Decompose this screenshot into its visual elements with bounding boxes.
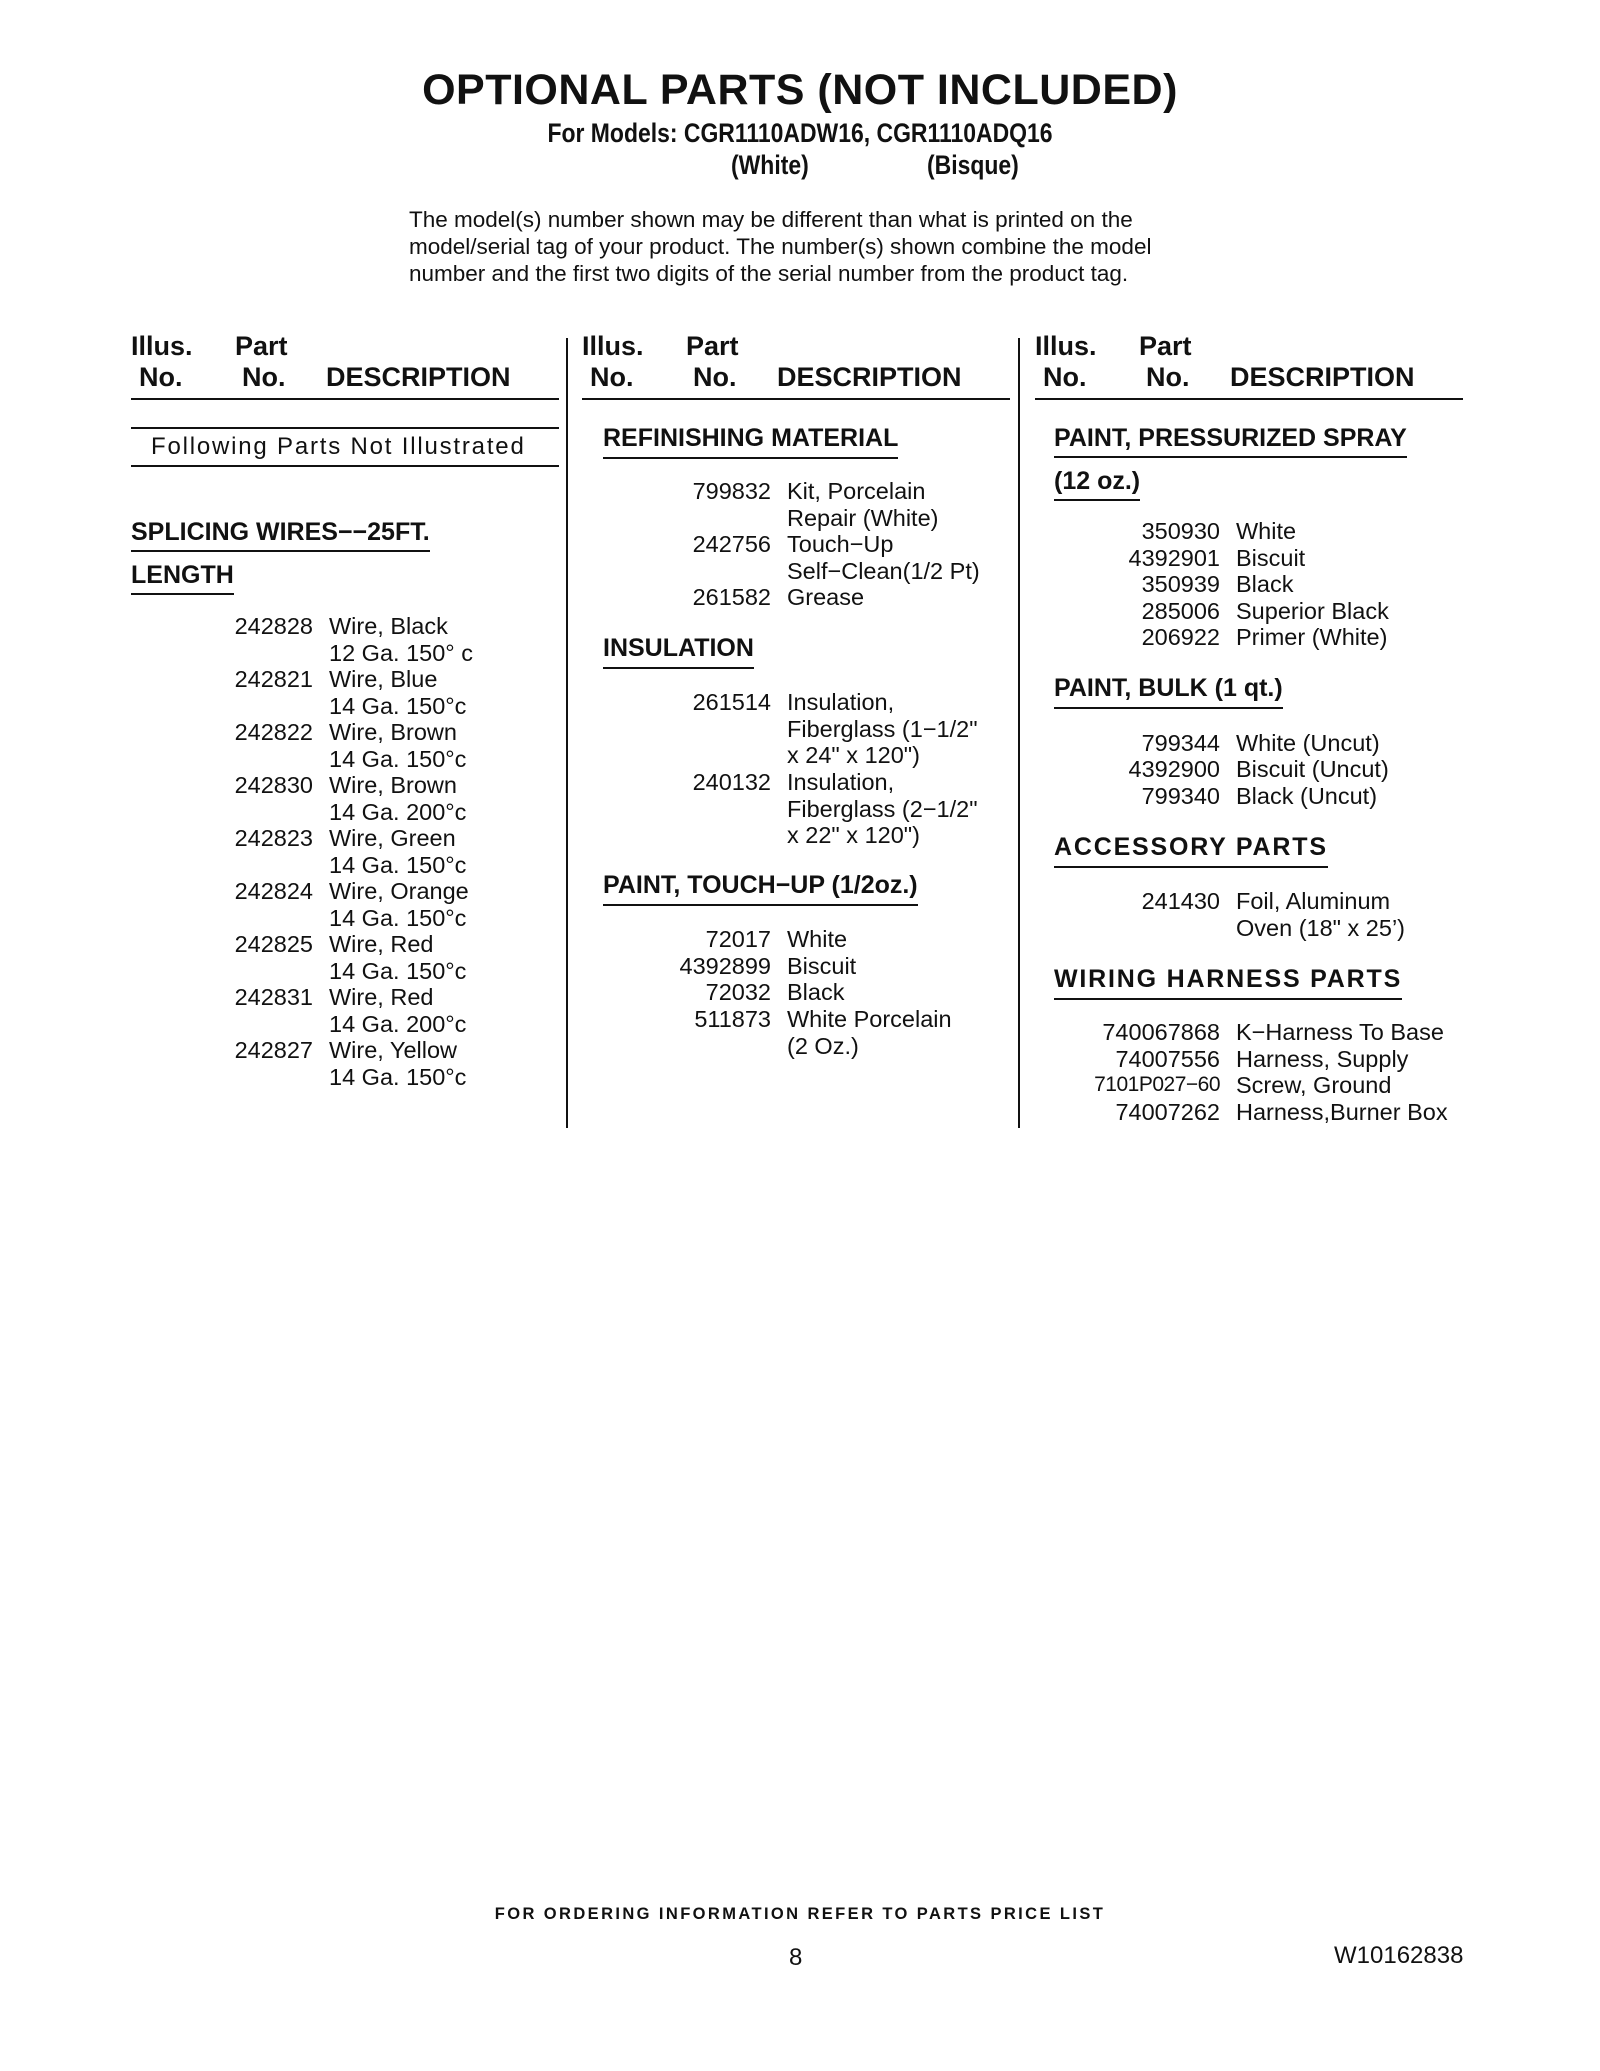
part-description: Touch−Up bbox=[787, 531, 894, 557]
part-description: Black bbox=[1236, 571, 1294, 597]
models-subtitle: For Models: CGR1110ADW16, CGR1110ADQ16 bbox=[547, 118, 1053, 148]
part-description: White (Uncut) bbox=[1236, 730, 1380, 756]
part-number: 350939 bbox=[1141, 571, 1220, 597]
part-description: Wire, Orange bbox=[329, 878, 469, 904]
column-3-header bbox=[1035, 330, 1463, 400]
part-description: Biscuit bbox=[787, 953, 857, 979]
part-number: 72017 bbox=[705, 926, 771, 952]
part-description: Repair (White) bbox=[787, 504, 939, 531]
part-number: 242821 bbox=[234, 666, 313, 692]
part-description: Grease bbox=[787, 584, 865, 610]
illus-no-label: No. bbox=[139, 362, 183, 392]
part-number: 4392900 bbox=[1128, 756, 1220, 782]
page-title: OPTIONAL PARTS (NOT INCLUDED) bbox=[422, 66, 1178, 114]
part-number: 511873 bbox=[694, 1006, 771, 1032]
part-description: K−Harness To Base bbox=[1236, 1019, 1444, 1045]
part-label: Part bbox=[686, 331, 739, 361]
column-2-header bbox=[582, 330, 1010, 400]
part-description: Biscuit bbox=[1236, 545, 1306, 571]
part-number: 242824 bbox=[234, 878, 313, 904]
part-number: 7101P027−60 bbox=[1094, 1073, 1220, 1096]
part-description: 14 Ga. 150°c bbox=[329, 692, 467, 719]
section-title-accessory-parts: ACCESSORY PARTS bbox=[1054, 832, 1328, 868]
part-number: 242823 bbox=[234, 825, 313, 851]
section-title-paint-pressurized-spray bbox=[1054, 423, 1407, 513]
part-description: Fiberglass (2−1/2" bbox=[787, 795, 978, 822]
part-no-label: No. bbox=[693, 362, 737, 392]
document-number: W10162838 bbox=[1334, 1942, 1464, 1969]
part-description: 14 Ga. 150°c bbox=[329, 1063, 467, 1090]
part-description: Wire, Red bbox=[329, 984, 434, 1010]
part-description: 14 Ga. 150°c bbox=[329, 904, 467, 931]
part-number: 740067868 bbox=[1102, 1019, 1220, 1045]
illus-label: Illus. bbox=[582, 331, 644, 361]
section-title-paint-bulk: PAINT, BULK (1 qt.) bbox=[1054, 673, 1283, 709]
part-description: 14 Ga. 150°c bbox=[329, 957, 467, 984]
intro-line: number and the first two digits of the serial number from the product tag. bbox=[409, 261, 1129, 286]
part-description: Black (Uncut) bbox=[1236, 783, 1378, 809]
intro-line: The model(s) number shown may be different than what is printed on the bbox=[409, 207, 1133, 232]
part-label: Part bbox=[1139, 331, 1192, 361]
part-number: 799340 bbox=[1141, 783, 1220, 809]
variant-bisque: (Bisque) bbox=[927, 150, 1019, 180]
part-number: 261514 bbox=[692, 689, 771, 715]
part-description: Insulation, bbox=[787, 689, 895, 715]
intro-text bbox=[409, 206, 1269, 287]
part-number: 206922 bbox=[1141, 624, 1220, 650]
part-number: 242828 bbox=[234, 613, 313, 639]
part-description: 12 Ga. 150° c bbox=[329, 639, 473, 666]
description-label: DESCRIPTION bbox=[326, 362, 511, 392]
part-description: Primer (White) bbox=[1236, 624, 1388, 650]
column-1-header bbox=[131, 330, 559, 400]
part-number: 799832 bbox=[692, 478, 771, 504]
description-label: DESCRIPTION bbox=[777, 362, 962, 392]
part-description: Screw, Ground bbox=[1236, 1072, 1392, 1098]
not-illustrated-banner: Following Parts Not Illustrated bbox=[131, 427, 559, 467]
part-number: 4392901 bbox=[1128, 545, 1220, 571]
part-number: 241430 bbox=[1141, 888, 1220, 914]
part-number: 242831 bbox=[234, 984, 313, 1010]
page-number: 8 bbox=[789, 1944, 803, 1971]
part-description: Fiberglass (1−1/2" bbox=[787, 715, 978, 742]
illus-no-label: No. bbox=[590, 362, 634, 392]
section-title-refinishing-material: REFINISHING MATERIAL bbox=[603, 423, 898, 459]
part-description: White bbox=[1236, 518, 1297, 544]
part-description: x 22" x 120") bbox=[787, 822, 920, 849]
part-description: Foil, Aluminum bbox=[1236, 888, 1391, 914]
part-number: 285006 bbox=[1141, 598, 1220, 624]
part-number: 242756 bbox=[692, 531, 771, 557]
part-description: Wire, Red bbox=[329, 931, 434, 957]
part-number: 240132 bbox=[692, 769, 771, 795]
part-description: Black bbox=[787, 979, 845, 1005]
part-no-label: No. bbox=[242, 362, 286, 392]
part-number: 242827 bbox=[234, 1037, 313, 1063]
part-description: Self−Clean(1/2 Pt) bbox=[787, 557, 980, 584]
part-description: Harness, Supply bbox=[1236, 1046, 1409, 1072]
part-description: 14 Ga. 150°c bbox=[329, 851, 467, 878]
variant-white: (White) bbox=[731, 150, 809, 180]
part-description: 14 Ga. 150°c bbox=[329, 745, 467, 772]
part-description: 14 Ga. 200°c bbox=[329, 1010, 467, 1037]
section-title-line: SPLICING WIRES−−25FT. bbox=[131, 517, 430, 552]
section-title-wiring-harness-parts: WIRING HARNESS PARTS bbox=[1054, 964, 1402, 1000]
part-description: Wire, Brown bbox=[329, 719, 457, 745]
part-number: 242822 bbox=[234, 719, 313, 745]
section-title-paint-touch-up: PAINT, TOUCH−UP (1/2oz.) bbox=[603, 870, 918, 906]
illus-label: Illus. bbox=[131, 331, 193, 361]
intro-line: model/serial tag of your product. The number(s) shown combine the model bbox=[409, 234, 1152, 259]
part-description: (2 Oz.) bbox=[787, 1032, 859, 1059]
illus-label: Illus. bbox=[1035, 331, 1097, 361]
part-description: Kit, Porcelain bbox=[787, 478, 926, 504]
part-description: Wire, Green bbox=[329, 825, 456, 851]
part-number: 72032 bbox=[705, 979, 771, 1005]
part-number: 261582 bbox=[692, 584, 771, 610]
part-number: 4392899 bbox=[679, 953, 771, 979]
part-description: White Porcelain bbox=[787, 1006, 952, 1032]
part-description: Wire, Yellow bbox=[329, 1037, 457, 1063]
part-description: Biscuit (Uncut) bbox=[1236, 756, 1389, 782]
part-description: White bbox=[787, 926, 848, 952]
section-title-line: LENGTH bbox=[131, 560, 234, 595]
part-description: Wire, Brown bbox=[329, 772, 457, 798]
part-number: 74007262 bbox=[1115, 1099, 1220, 1125]
part-number: 350930 bbox=[1141, 518, 1220, 544]
illus-no-label: No. bbox=[1043, 362, 1087, 392]
part-description: Superior Black bbox=[1236, 598, 1389, 624]
part-number: 74007556 bbox=[1115, 1046, 1220, 1072]
part-number: 242830 bbox=[234, 772, 313, 798]
part-description: Oven (18" x 25’) bbox=[1236, 914, 1405, 941]
part-number: 799344 bbox=[1141, 730, 1220, 756]
part-label: Part bbox=[235, 331, 288, 361]
part-description: Harness,Burner Box bbox=[1236, 1099, 1448, 1125]
part-description: 14 Ga. 200°c bbox=[329, 798, 467, 825]
ordering-footer: FOR ORDERING INFORMATION REFER TO PARTS PRICE LIST bbox=[494, 1905, 1106, 1923]
section-title-splicing-wires bbox=[131, 517, 430, 607]
part-number: 242825 bbox=[234, 931, 313, 957]
part-description: x 24" x 120") bbox=[787, 742, 920, 769]
section-title-insulation: INSULATION bbox=[603, 633, 754, 669]
part-description: Insulation, bbox=[787, 769, 895, 795]
section-title-line: (12 oz.) bbox=[1054, 466, 1140, 501]
section-title-line: PAINT, PRESSURIZED SPRAY bbox=[1054, 423, 1407, 458]
part-description: Wire, Black bbox=[329, 613, 448, 639]
column-divider bbox=[1018, 338, 1020, 1128]
part-description: Wire, Blue bbox=[329, 666, 438, 692]
description-label: DESCRIPTION bbox=[1230, 362, 1415, 392]
column-divider bbox=[566, 338, 568, 1128]
part-no-label: No. bbox=[1146, 362, 1190, 392]
